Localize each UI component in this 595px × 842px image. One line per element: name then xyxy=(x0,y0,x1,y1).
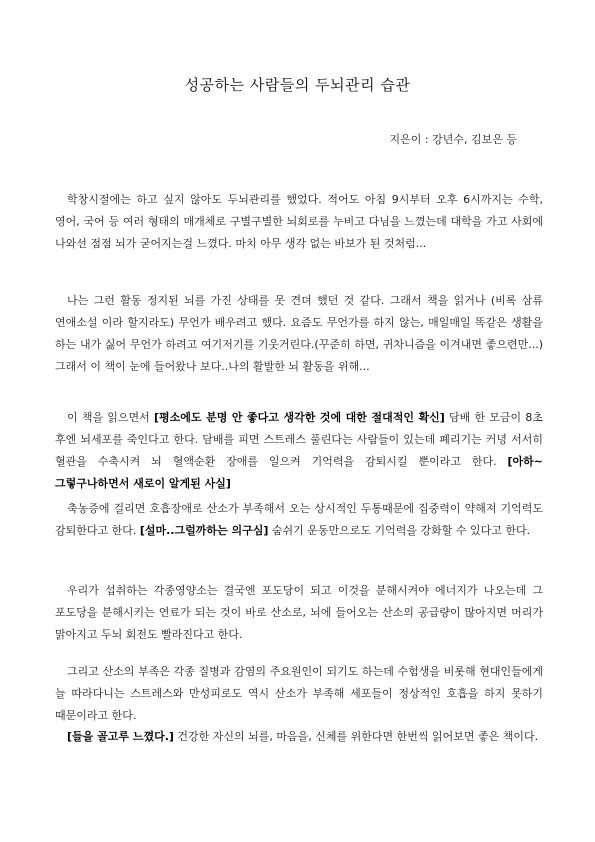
paragraph xyxy=(55,189,543,255)
paragraph-text: 이 책을 읽으면서 xyxy=(67,411,155,424)
paragraph-text: 학창시절에는 하고 싶지 않아도 두뇌관리를 했었다. 적어도 아침 9시부터 오후 6시까지는 수학, 영어, 국어 등 여러 형태의 매개체로 구별구별한 뇌회로를 누비고 다님을 느꼈는데 대학을 가고 사회에 나와선 점점 뇌가 굳어지는걸 느꼈다. 마치 아무 생각 없는 바보가 된 것처럼... xyxy=(55,193,543,250)
paragraph-text: 축농증에 걸리면 호흡장애로 산소가 부족해서 오는 상시적인 두통때문에 집중력이 약해져 기억력도 감퇴한다고 한다. xyxy=(55,502,543,537)
emphasis-text: [평소에도 분명 안 좋다고 생각한 것에 대한 절대적인 확신] xyxy=(154,411,445,424)
paragraph-text: 우리가 섭취하는 각종영양소는 결국엔 포도당이 되고 이것을 분해시켜야 에너지가 나오는데 그 포도당을 분해시키는 연료가 되는 것이 바로 산소로, 뇌에 들어오는 산소의 공급량이 많아지면 머리가 맑아지고 두뇌 회전도 빨라진다고 한다. xyxy=(55,584,543,641)
emphasis-text: [들을 골고루 느꼈다.] xyxy=(67,730,174,743)
paragraph-text: 담배 한 모금이 8초 후엔 뇌세포를 죽인다고 한다. 담배를 피면 스트레스 풀린다는 사람들이 있는데 폐리기는 커녕 서서히 혈관을 수축시켜 뇌 혈액순환 장애를 일으켜 기억력을 감퇴시킬 뿐이라고 한다. xyxy=(55,411,544,468)
paragraph xyxy=(55,580,543,646)
paragraph-text: 숨쉬기 운동만으로도 기억력을 강화할 수 있다고 한다. xyxy=(268,524,531,537)
emphasis-text: [설마..그럴까하는 의구심] xyxy=(139,524,269,537)
author-line: 지은이 : 강년수, 김보은 등 xyxy=(389,133,517,146)
paragraph xyxy=(55,498,543,542)
emphasis-text: [아하~ 그렇구나하면서 새로이 알게된 사실] xyxy=(55,455,543,490)
paragraph xyxy=(55,407,543,495)
document-title: 성공하는 사람들의 두뇌관리 습관 xyxy=(184,76,411,94)
paragraph xyxy=(55,290,543,378)
paragraph xyxy=(55,726,543,748)
paragraph-text: 건강한 자신의 뇌를, 마음을, 신체를 위한다면 한번씩 읽어보면 좋은 책이다. xyxy=(173,730,539,743)
paragraph-text: 나는 그런 활동 정지된 뇌를 가진 상태를 못 견뎌 했던 것 같다. 그래서 책을 읽거나 (비록 삼류 연애소설 이라 할지라도) 무언가 배우려고 했다. 요즘도 무언가를 하지 않는, 매일매일 똑같은 생활을 하는 내가 싫어 무언가 하려고 여기저기를 기웃거린다.(꾸준히 하면, 귀차니즘을 이겨내면 좋으련만...) 그래서 이 책이 눈에 들어왔나 보다..나의 활발한 뇌 활동을 위해... xyxy=(55,294,543,373)
paragraph xyxy=(55,661,543,727)
paragraph-text: 그리고 산소의 부족은 각종 질병과 감염의 주요원인이 되기도 하는데 수험생을 비롯해 현대인들에게 늘 따라다니는 스트레스와 만성피로도 역시 산소가 부족해 세포들이 정상적인 호흡을 하지 못하기 때문이라고 한다. xyxy=(55,665,543,722)
